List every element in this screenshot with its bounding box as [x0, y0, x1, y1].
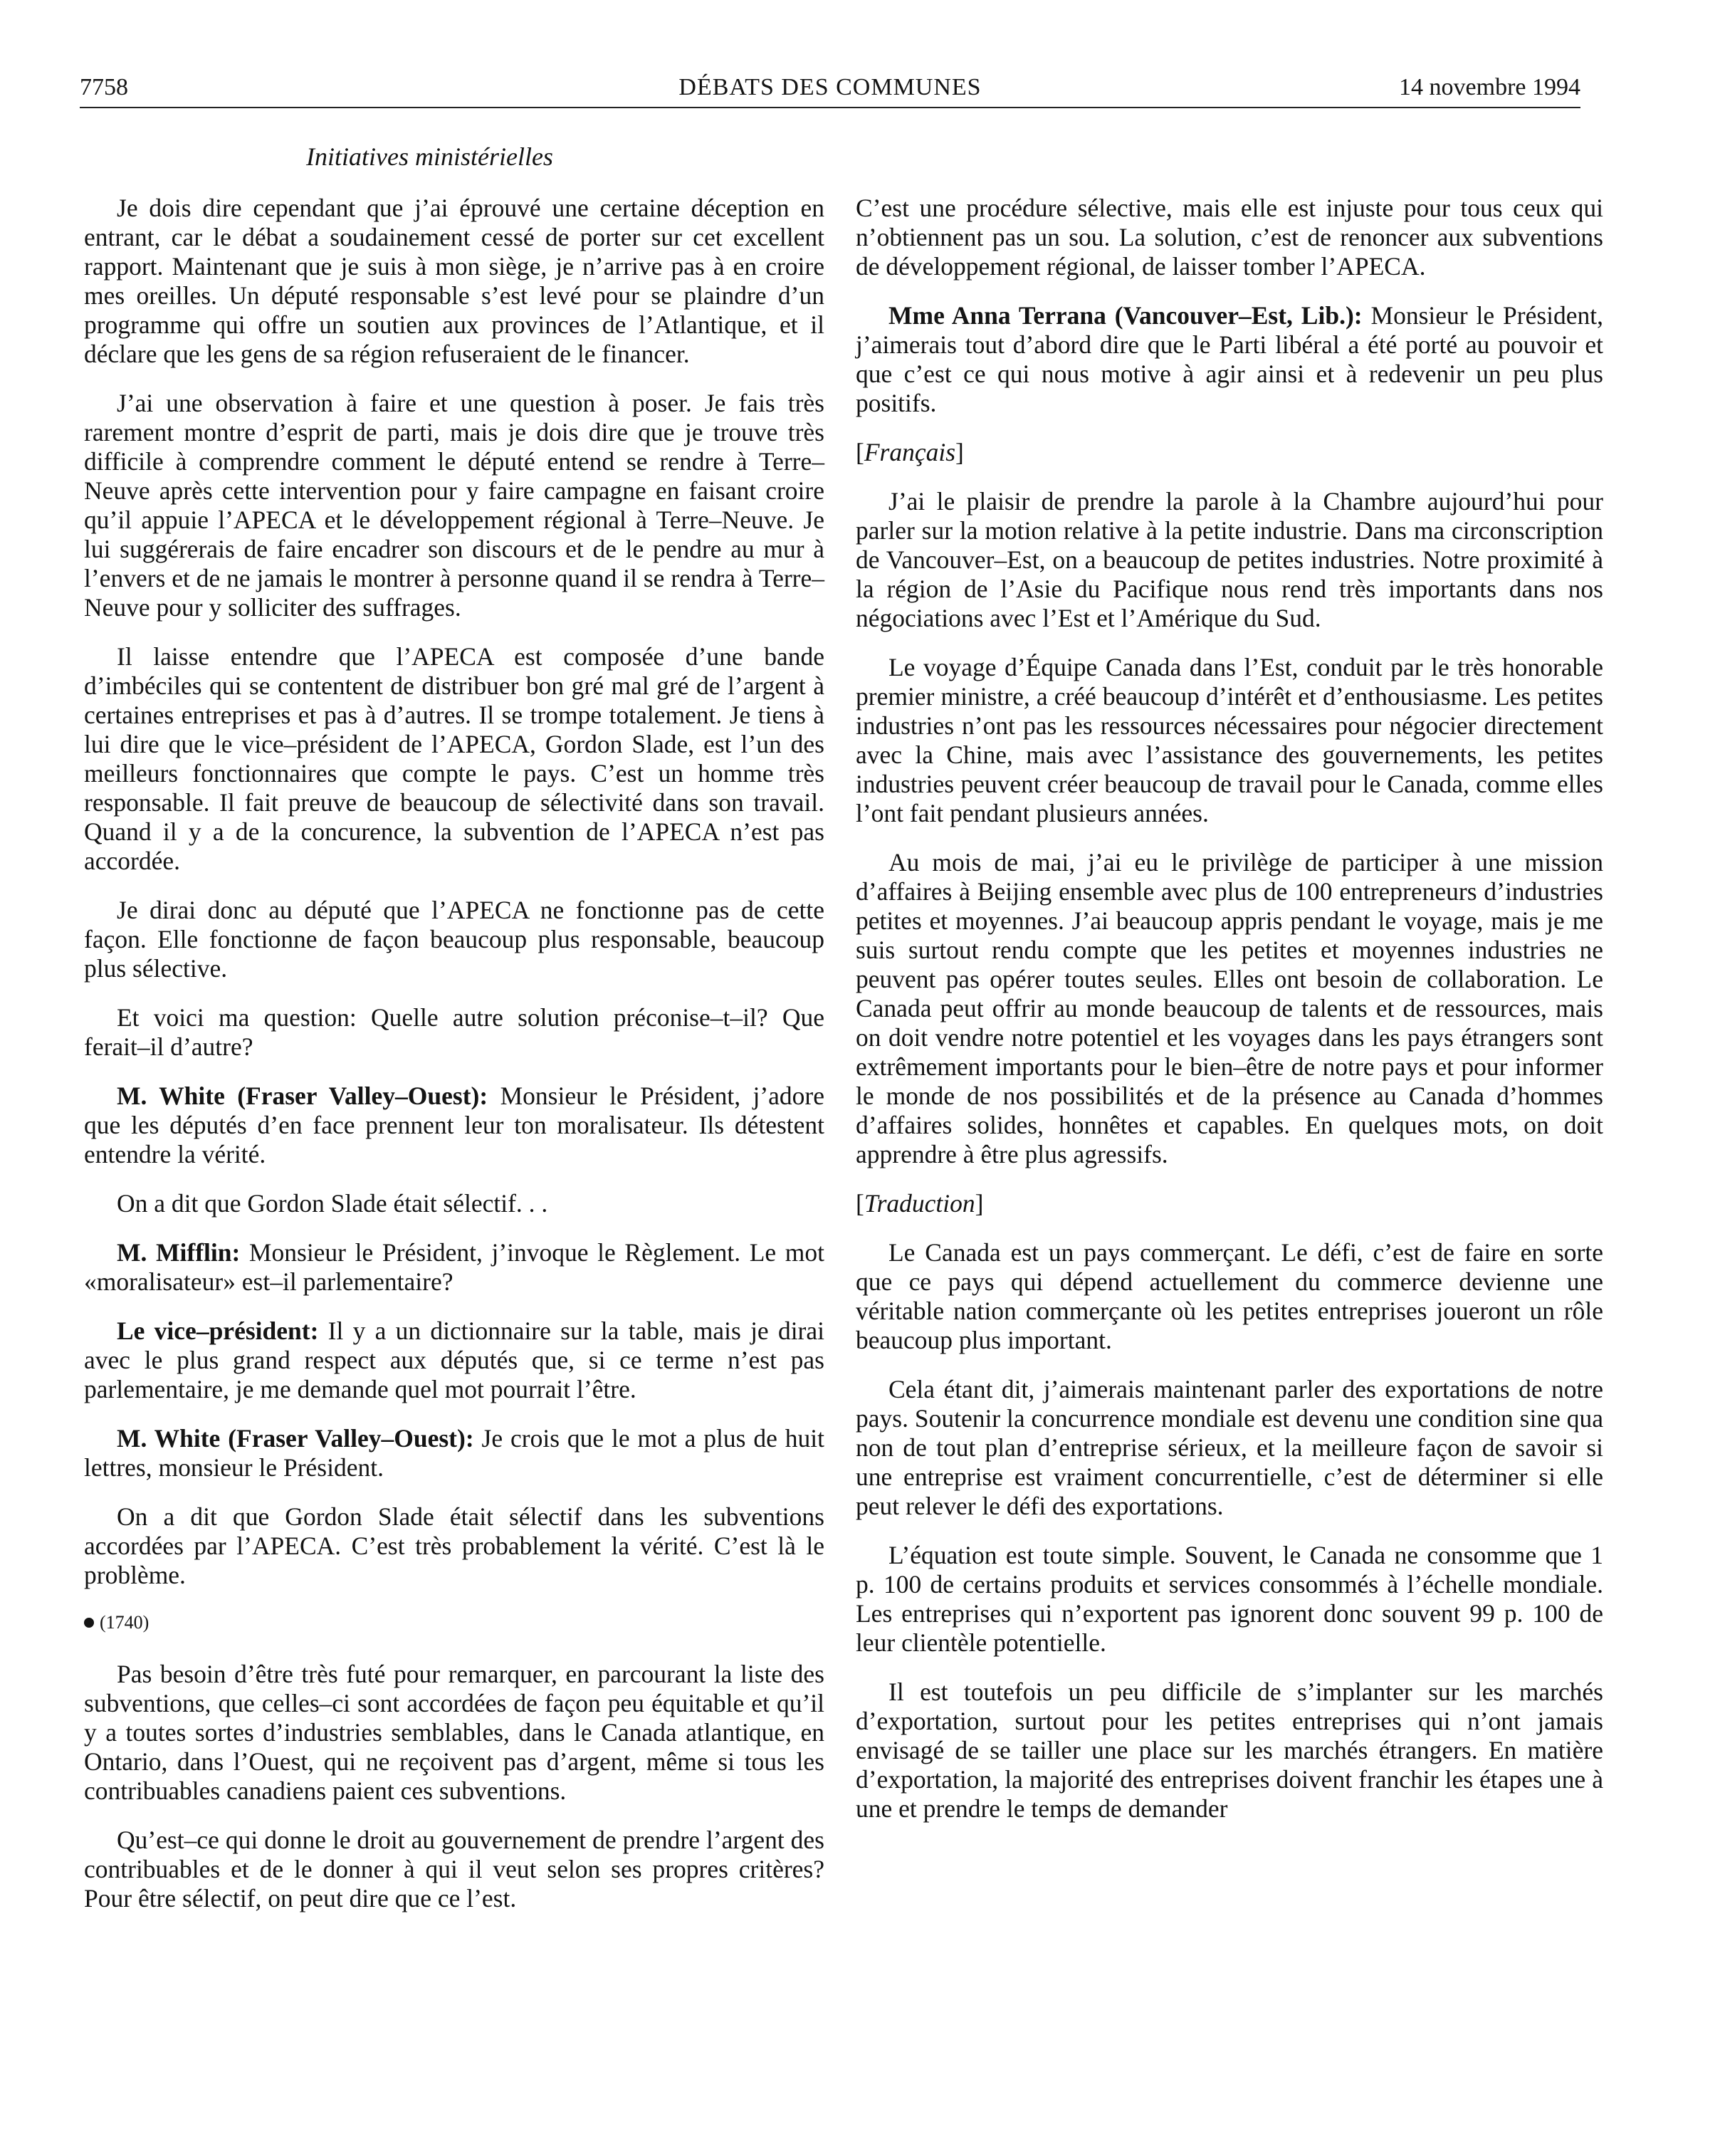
section-heading: Initiatives ministérielles	[306, 142, 553, 171]
paragraph: C’est une procédure sélective, mais elle est injuste pour tous ceux qui n’obtiennent pas un sou. La solution, c’est de renoncer aux subventions de développement régional, de laisser tomber l’APECA.	[856, 194, 1603, 281]
speaker-name: M. White (Fraser Valley–Ouest):	[117, 1424, 474, 1453]
speech-text: Il y a un dictionnaire sur la table, mais je dirai avec le plus grand respect aux députés que, si ce terme n’est pas parlementaire, je me demande quel mot pourrait l’être.	[84, 1317, 824, 1403]
paragraph: Je dirai donc au député que l’APECA ne fonctionne pas de cette façon. Elle fonctionne de façon beaucoup plus responsable, beaucoup plus sélective.	[84, 896, 824, 983]
paragraph: J’ai une observation à faire et une question à poser. Je fais très rarement montre d’esprit de parti, mais je dois dire que je trouve très difficile à comprendre comment le député entend se rendre à Terre–Neuve après cette intervention pour y faire campagne en faisant croire qu’il appuie l’APECA et le développement régional à Terre–Neuve. Je lui suggérerais de faire encadrer son discours et de le pendre au mur à l’envers et de ne jamais le montrer à personne quand il se rendra à Terre–Neuve pour y solliciter des suffrages.	[84, 389, 824, 622]
speech-text: Monsieur le Président, j’aimerais tout d’abord dire que le Parti libéral a été porté au pouvoir et que c’est ce qui nous motive à agir ainsi et à redevenir un peu plus positifs.	[856, 301, 1604, 417]
publication-title: DÉBATS DES COMMUNES	[678, 74, 982, 100]
left-column	[84, 194, 824, 1913]
paragraph: Au mois de mai, j’ai eu le privilège de participer à une mission d’affaires à Beijing ensemble avec plus de 100 entrepreneurs d’industries petites et moyennes. J’ai beaucoup appris pendant le voyage, mais je me suis surtout rendu compte que les petites et moyennes industries ne peuvent pas opérer toutes seules. Elles ont besoin de collaboration. Le Canada peut offrir au monde beaucoup de talents et de ressources, mais on doit vendre notre potentiel et les voyages dans les pays étrangers sont extrêmement importants pour le bien–être de notre pays et pour informer le monde de nos possibilités et de la présence au Canada d’hommes d’affaires solides, honnêtes et capables. En quelques mots, on doit apprendre à être plus agressifs.	[856, 848, 1603, 1168]
speech-paragraph	[84, 1424, 824, 1482]
paragraph: J’ai le plaisir de prendre la parole à la Chambre aujourd’hui pour parler sur la motion relative à la petite industrie. Dans ma circonscription de Vancouver–Est, on a beaucoup de petites industries. Notre proximité à la région de l’Asie du Pacifique nous rend très importants dans nos négociations avec l’Est et l’Amérique du Sud.	[856, 487, 1603, 632]
speaker-name: Mme Anna Terrana (Vancouver–Est, Lib.):	[888, 301, 1363, 330]
speech-text: Je crois que le mot a plus de huit lettres, monsieur le Président.	[84, 1424, 824, 1482]
speech-paragraph	[856, 301, 1603, 418]
paragraph: Il est toutefois un peu difficile de s’implanter sur les marchés d’exportation, surtout pour les petites entreprises qui n’ont jamais envisagé de se tailler une place sur les marchés étrangers. En matière d’exportation, la majorité des entreprises doivent franchir les étapes une à une et prendre le temps de demander	[856, 1678, 1603, 1823]
language-tag: [Français]	[856, 438, 964, 466]
speech-text: Monsieur le Président, j’invoque le Règlement. Le mot «moralisateur» est–il parlementaire?	[84, 1238, 824, 1296]
speech-paragraph	[84, 1317, 824, 1404]
speech-text: Monsieur le Président, j’adore que les députés d’en face prennent leur ton moralisateur. Ils détestent entendre la vérité.	[84, 1082, 824, 1168]
paragraph: Il laisse entendre que l’APECA est composée d’une bande d’imbéciles qui se contentent de distribuer bon gré mal gré de l’argent à certaines entreprises et pas à d’autres. Il se trompe totalement. Je tiens à lui dire que le vice–président de l’APECA, Gordon Slade, est l’un des meilleurs fonctionnaires que compte le pays. C’est un homme très responsable. Il fait preuve de beaucoup de sélectivité dans son travail. Quand il y a de la concurence, la subvention de l’APECA n’est pas accordée.	[84, 642, 824, 875]
paragraph: Cela étant dit, j’aimerais maintenant parler des exportations de notre pays. Soutenir la concurrence mondiale est devenu une condition sine qua non de tout plan d’entreprise sérieux, et la meilleure façon de savoir si une entreprise est vraiment concurrentielle, c’est de déterminer si elle peut relever le défi des exportations.	[856, 1375, 1603, 1520]
page-number: 7758	[80, 74, 128, 100]
bullet-icon	[84, 1618, 94, 1628]
paragraph: Pas besoin d’être très futé pour remarquer, en parcourant la liste des subventions, que celles–ci sont accordées de façon peu équitable et qu’il y a toutes sortes d’industries semblables, dans le Canada atlantique, en Ontario, dans l’Ouest, qui ne reçoivent pas d’argent, même si tous les contribuables canadiens paient ces subventions.	[84, 1660, 824, 1805]
timestamp-marker	[84, 1610, 824, 1636]
language-tag-text: Français	[864, 438, 956, 466]
language-tag-text: Traduction	[864, 1189, 975, 1218]
speaker-name: M. Mifflin:	[117, 1238, 241, 1267]
timestamp-text: (1740)	[100, 1612, 150, 1633]
paragraph: Je dois dire cependant que j’ai éprouvé une certaine déception en entrant, car le débat a soudainement cessé de porter sur cet excellent rapport. Maintenant que je suis à mon siège, je n’arrive pas à en croire mes oreilles. Un député responsable s’est levé pour se plaindre d’un programme qui offre un soutien aux provinces de l’Atlantique, et il déclare que les gens de sa région refuseraient de le financer.	[84, 194, 824, 368]
speech-paragraph	[84, 1238, 824, 1297]
paragraph: L’équation est toute simple. Souvent, le Canada ne consomme que 1 p. 100 de certains produits et services consommés à l’échelle mondiale. Les entreprises qui n’exportent pas ignorent donc souvent 99 p. 100 de leur clientèle potentielle.	[856, 1541, 1603, 1657]
page-date: 14 novembre 1994	[1399, 74, 1580, 100]
speech-paragraph	[84, 1082, 824, 1169]
paragraph: Qu’est–ce qui donne le droit au gouvernement de prendre l’argent des contribuables et de le donner à qui il veut selon ses propres critères? Pour être sélectif, on peut dire que ce l’est.	[84, 1826, 824, 1912]
speaker-name: M. White (Fraser Valley–Ouest):	[117, 1082, 488, 1110]
paragraph: Le voyage d’Équipe Canada dans l’Est, conduit par le très honorable premier ministre, a créé beaucoup d’intérêt et d’enthousiasme. Les petites industries n’ont pas les ressources nécessaires pour négocier directement avec la Chine, mais avec l’assistance des gouvernements, les petites industries peuvent créer beaucoup de travail pour le Canada, comme elles l’ont fait pendant plusieurs années.	[856, 653, 1603, 827]
paragraph: On a dit que Gordon Slade était sélectif dans les subventions accordées par l’APECA. C’est très probablement la vérité. C’est là le problème.	[84, 1502, 824, 1589]
paragraph: Et voici ma question: Quelle autre solution préconise–t–il? Que ferait–il d’autre?	[84, 1003, 824, 1061]
language-tag: [Traduction]	[856, 1189, 984, 1218]
paragraph: Le Canada est un pays commerçant. Le défi, c’est de faire en sorte que ce pays qui dépend actuellement du commerce devienne une véritable nation commerçante où les petites entreprises joueront un rôle beaucoup plus important.	[856, 1238, 1603, 1354]
page-header	[80, 68, 1580, 108]
right-column	[856, 194, 1603, 1823]
speaker-name: Le vice–président:	[117, 1317, 319, 1345]
paragraph: On a dit que Gordon Slade était sélectif. . .	[117, 1189, 548, 1218]
